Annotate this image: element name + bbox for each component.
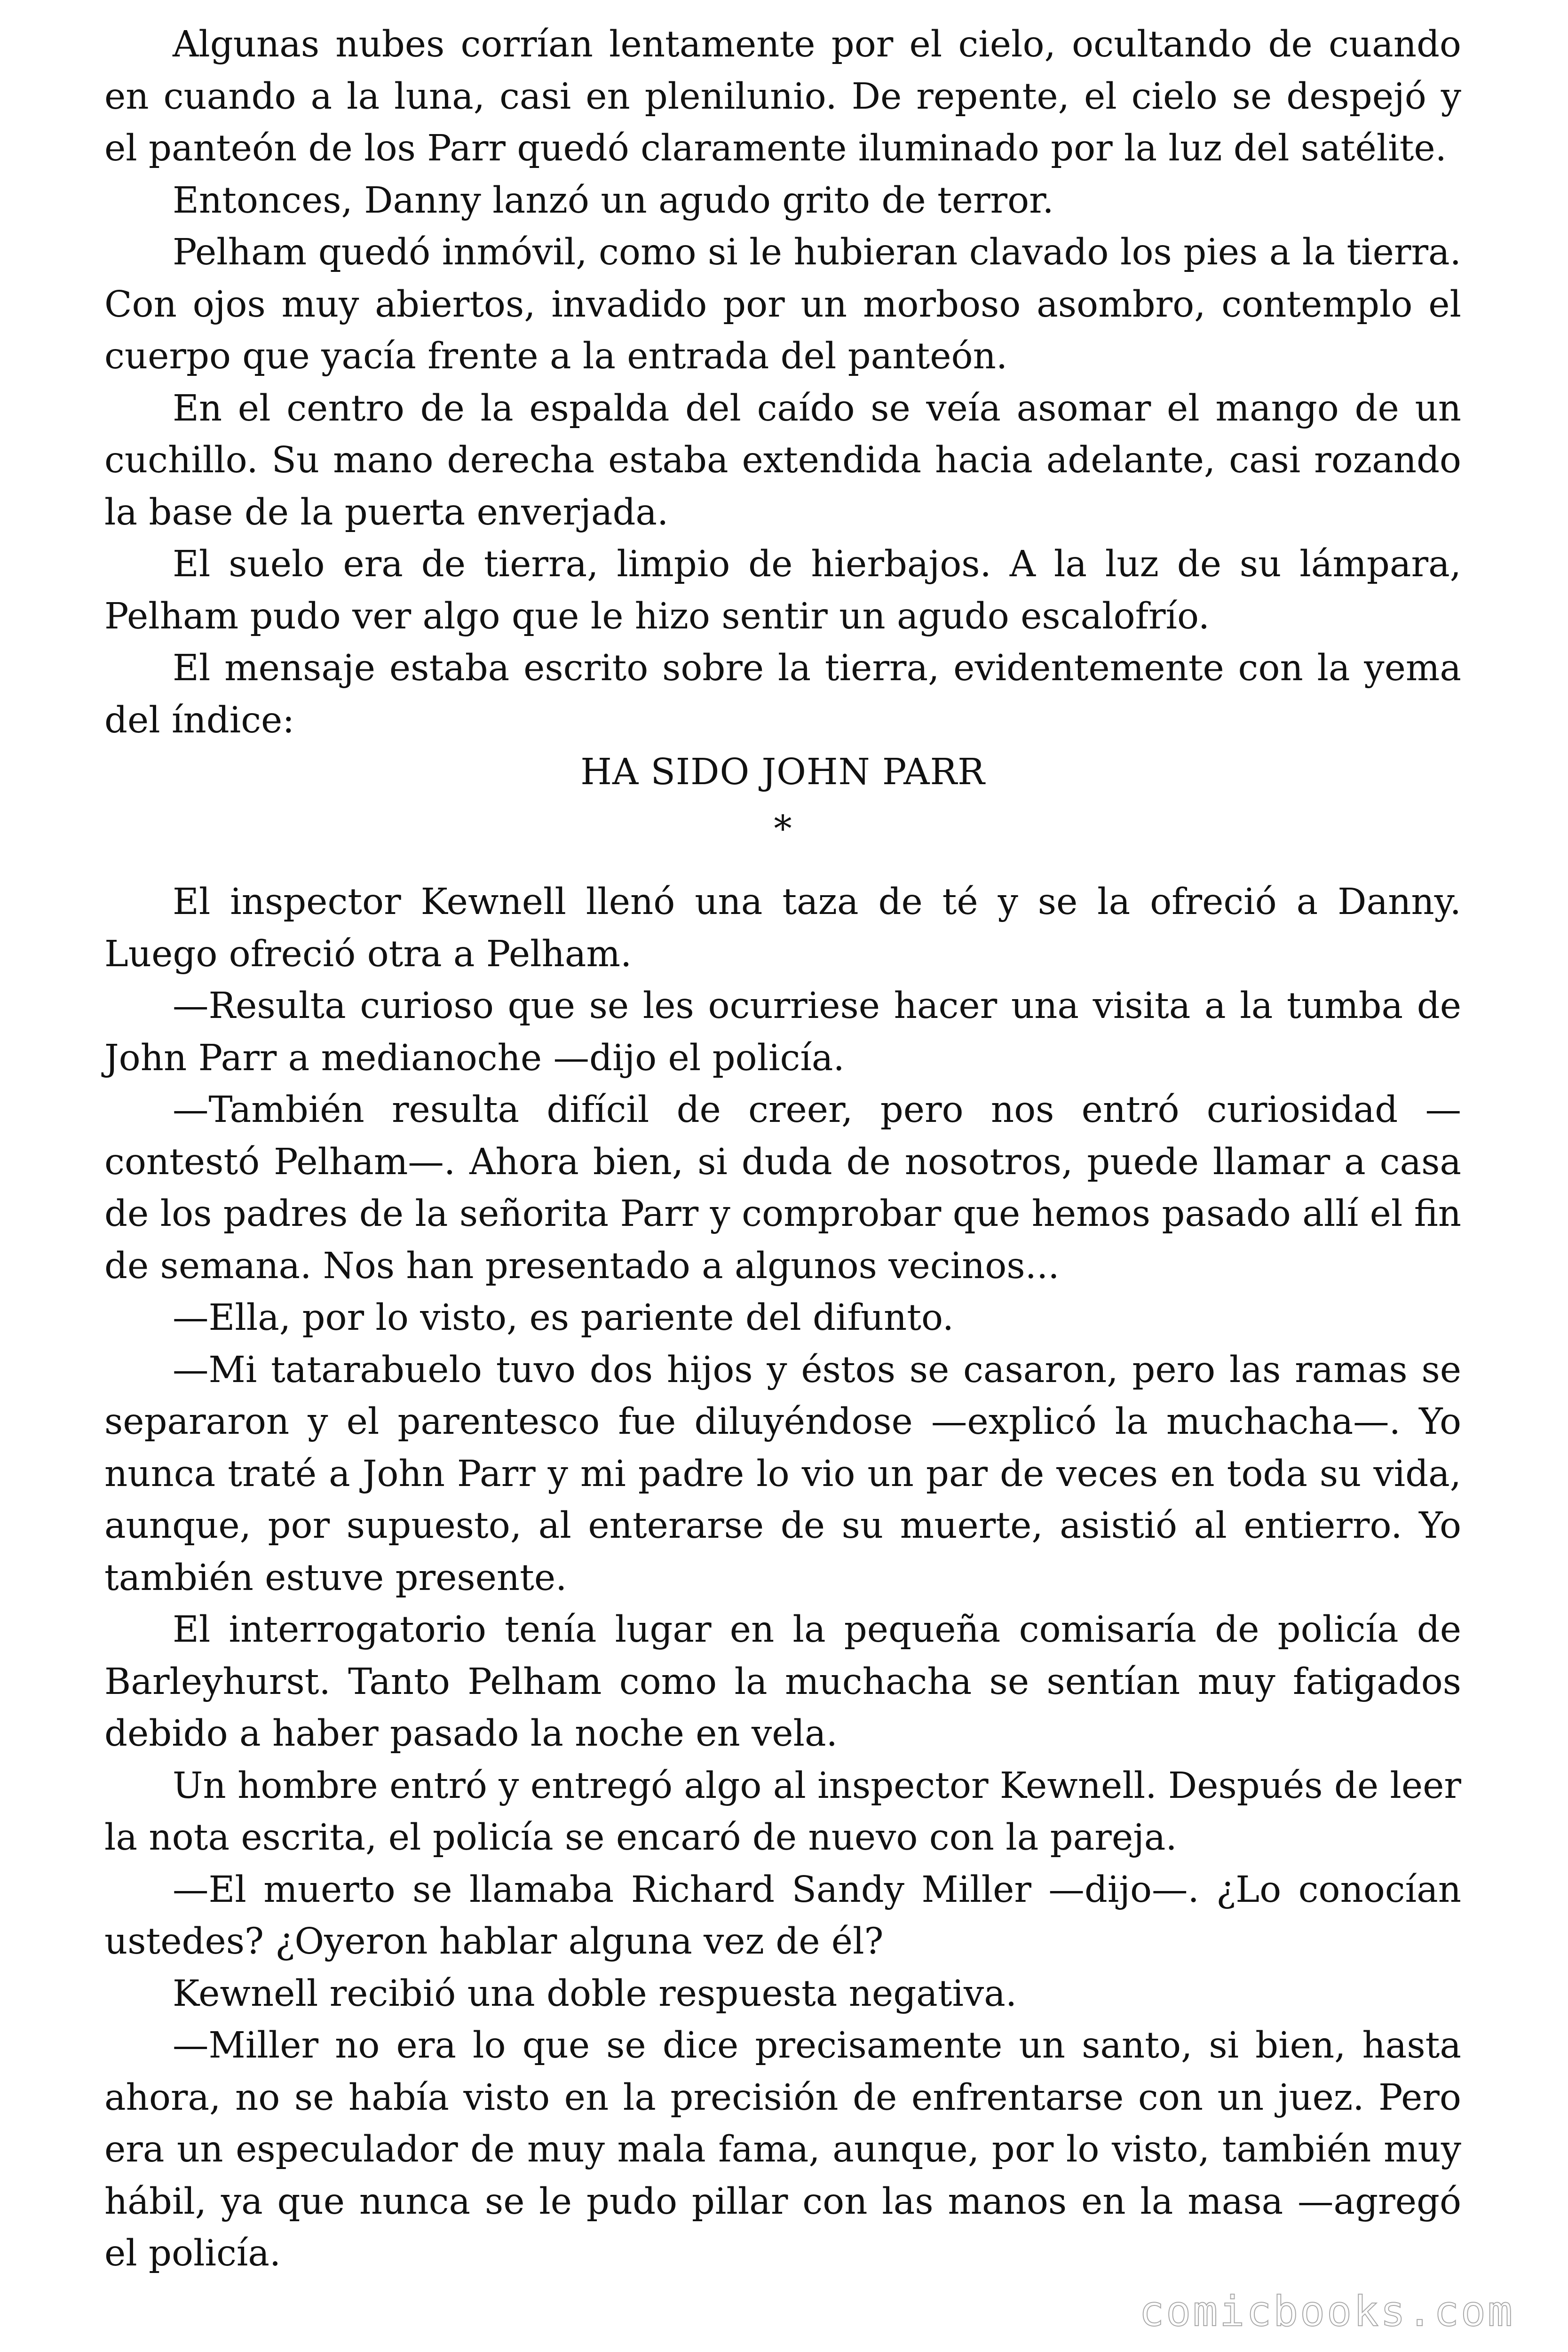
- paragraph-dialogue-relative: —Ella, por lo visto, es pariente del difunto.: [173, 1297, 954, 1339]
- paragraph-interrogation-setting: El interrogatorio tenía lugar en la pequeña comisaría de policía de Barleyhurst. Tanto Pelham como la muchacha se sentían muy fatigados debido a haber pasado la noche en vela.: [104, 1609, 1461, 1755]
- paragraph-dialogue-dead-man-name: —El muerto se llamaba Richard Sandy Miller —dijo—. ¿Lo conocían ustedes? ¿Oyeron hablar alguna vez de él?: [104, 1868, 1461, 1963]
- paragraph-inspector-tea: El inspector Kewnell llenó una taza de té y se la ofreció a Danny. Luego ofreció otra a Pelham.: [104, 881, 1461, 975]
- scene-separator: [104, 799, 1461, 851]
- book-page: [104, 19, 1461, 2280]
- paragraph-danny-scream: Entonces, Danny lanzó un agudo grito de terror.: [173, 179, 1054, 222]
- paragraph-negative-answer: Kewnell recibió una doble respuesta negativa.: [173, 1972, 1017, 2015]
- paragraph-dialogue-curious-visit: —Resulta curioso que se les ocurriese hacer una visita a la tumba de John Parr a medianoche —dijo el policía.: [104, 985, 1461, 1079]
- separator-glyph: *: [774, 808, 792, 850]
- paragraph-clouds-moon: Algunas nubes corrían lentamente por el cielo, ocultando de cuando en cuando a la luna, casi en plenilunio. De repente, el cielo se despejó y el panteón de los Parr quedó claramente iluminado por la luz del satélite.: [104, 24, 1461, 169]
- paragraph-ground-lamp: El suelo era de tierra, limpio de hierbajos. A la luz de su lámpara, Pelham pudo ver algo que le hizo sentir un agudo escalofrío.: [104, 543, 1461, 637]
- paragraph-dialogue-family-history: —Mi tatarabuelo tuvo dos hijos y éstos se casaron, pero las ramas se separaron y el parentesco fue diluyéndose —explicó la muchacha—. Yo nunca traté a John Parr y mi padre lo vio un par de veces en toda su vida, aunque, por supuesto, al enterarse de su muerte, asistió al entierro. Yo también estuve presente.: [104, 1349, 1461, 1599]
- paragraph-dialogue-pelham-reply: —También resulta difícil de creer, pero nos entró curiosidad —contestó Pelham—. Ahora bien, si duda de nosotros, puede llamar a casa de los padres de la señorita Parr y comprobar que hemos pasado allí el fin de semana. Nos han presentado a algunos vecinos...: [104, 1089, 1461, 1287]
- paragraph-note-delivered: Un hombre entró y entregó algo al inspector Kewnell. Después de leer la nota escrita, el policía se encaró de nuevo con la pareja.: [104, 1764, 1461, 1859]
- paragraph-pelham-frozen: Pelham quedó inmóvil, como si le hubieran clavado los pies a la tierra. Con ojos muy abiertos, invadido por un morboso asombro, contemplo el cuerpo que yacía frente a la entrada del panteón.: [104, 231, 1461, 377]
- site-watermark: comicbooks.com: [1139, 2287, 1514, 2336]
- paragraph-dialogue-miller-reputation: —Miller no era lo que se dice precisamente un santo, si bien, hasta ahora, no se había visto en la precisión de enfrentarse con un juez. Pero era un especulador de muy mala fama, aunque, por lo visto, también muy hábil, ya que nunca se le pudo pillar con las manos en la masa —agregó el policía.: [104, 2025, 1461, 2274]
- written-message: HA SIDO JOHN PARR: [580, 751, 985, 793]
- paragraph-knife-body: En el centro de la espalda del caído se veía asomar el mango de un cuchillo. Su mano derecha estaba extendida hacia adelante, casi rozando la base de la puerta enverjada.: [104, 387, 1461, 533]
- paragraph-message-intro: El mensaje estaba escrito sobre la tierra, evidentemente con la yema del índice:: [104, 647, 1461, 741]
